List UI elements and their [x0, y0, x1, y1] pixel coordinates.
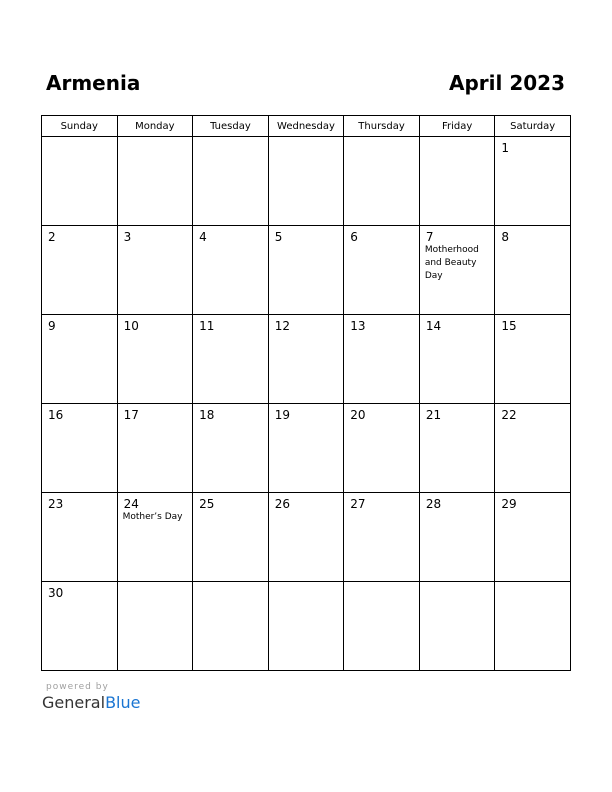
- week-row: [42, 315, 571, 404]
- day-cell: [193, 137, 269, 226]
- weekday-header: Saturday: [495, 116, 571, 137]
- day-number: [118, 137, 193, 141]
- day-number: 12: [274, 319, 290, 333]
- day-number: 20: [350, 408, 366, 422]
- day-number: [344, 137, 419, 141]
- day-number: 11: [199, 319, 215, 333]
- day-cell: [268, 493, 344, 582]
- holiday-label: Mother’s Day: [122, 512, 183, 522]
- day-number: 23: [48, 497, 64, 511]
- day-number: 30: [48, 586, 64, 600]
- powered-by-text: powered by: [46, 682, 109, 692]
- brand-logo: [42, 693, 140, 712]
- day-cell: [419, 493, 495, 582]
- calendar-grid: [41, 115, 571, 671]
- day-cell: [117, 493, 193, 582]
- day-number: 10: [123, 319, 139, 333]
- holiday-label: Motherhood and Beauty Day: [424, 245, 479, 281]
- week-row: [42, 137, 571, 226]
- country-title: Armenia: [46, 71, 141, 95]
- day-cell: [117, 137, 193, 226]
- day-cell: [495, 404, 571, 493]
- day-number: 15: [501, 319, 517, 333]
- day-cell: [344, 404, 420, 493]
- weekday-header: Friday: [419, 116, 495, 137]
- day-number: 28: [425, 497, 442, 511]
- day-number: 26: [274, 497, 290, 511]
- day-number: 29: [501, 497, 517, 511]
- day-number: [118, 582, 193, 586]
- day-cell: [42, 493, 118, 582]
- day-number: 19: [274, 408, 290, 422]
- day-cell: [344, 226, 420, 315]
- day-number: 14: [425, 319, 442, 333]
- day-cell: [42, 404, 118, 493]
- day-number: 25: [199, 497, 215, 511]
- day-number: [193, 582, 268, 586]
- day-number: [42, 137, 117, 141]
- weekday-header: Monday: [117, 116, 193, 137]
- day-number: 6: [350, 230, 358, 244]
- day-cell: [344, 315, 420, 404]
- day-cell: [193, 493, 269, 582]
- day-cell: [117, 315, 193, 404]
- weekday-header: Wednesday: [268, 116, 344, 137]
- day-cell: [268, 137, 344, 226]
- day-number: 8: [501, 230, 510, 244]
- day-cell: [268, 226, 344, 315]
- day-number: 2: [48, 230, 56, 244]
- day-number: 4: [199, 230, 207, 244]
- brand-general-text: General: [42, 693, 106, 712]
- day-cell: [117, 226, 193, 315]
- day-number: 22: [501, 408, 517, 422]
- day-cell: [344, 137, 420, 226]
- day-cell: [495, 493, 571, 582]
- day-number: 16: [48, 408, 64, 422]
- day-number: [344, 582, 419, 586]
- day-cell: [268, 582, 344, 671]
- day-cell: [419, 582, 495, 671]
- day-number: 5: [274, 230, 283, 244]
- day-cell: [495, 137, 571, 226]
- day-number: 27: [350, 497, 366, 511]
- brand-blue-text: Blue: [105, 693, 141, 712]
- weekday-header-row: [42, 116, 571, 137]
- day-cell: [193, 404, 269, 493]
- day-number: 13: [350, 319, 366, 333]
- day-number: 3: [123, 230, 132, 244]
- week-row: [42, 493, 571, 582]
- weekday-header: Sunday: [42, 116, 118, 137]
- day-number: 7: [425, 230, 434, 244]
- day-number: [495, 582, 570, 586]
- day-cell: [344, 582, 420, 671]
- day-cell: [42, 582, 118, 671]
- day-cell: [117, 582, 193, 671]
- calendar-body: [42, 137, 571, 671]
- day-cell: [42, 315, 118, 404]
- day-number: [193, 137, 268, 141]
- day-cell: [193, 315, 269, 404]
- day-cell: [193, 582, 269, 671]
- day-number: 18: [199, 408, 215, 422]
- day-cell: [42, 137, 118, 226]
- day-cell: [268, 404, 344, 493]
- day-cell: [344, 493, 420, 582]
- week-row: [42, 404, 571, 493]
- month-title: April 2023: [449, 71, 565, 95]
- weekday-header: Tuesday: [193, 116, 269, 137]
- day-number: [269, 582, 344, 586]
- day-number: 21: [425, 408, 442, 422]
- day-cell: [495, 582, 571, 671]
- week-row: [42, 582, 571, 671]
- day-cell: [117, 404, 193, 493]
- weekday-header: Thursday: [344, 116, 420, 137]
- day-number: [420, 582, 495, 586]
- day-cell: [268, 315, 344, 404]
- day-cell: [419, 226, 495, 315]
- day-number: [269, 137, 344, 141]
- day-cell: [42, 226, 118, 315]
- day-cell: [495, 315, 571, 404]
- day-number: 17: [123, 408, 139, 422]
- day-number: 24: [123, 497, 139, 511]
- day-cell: [495, 226, 571, 315]
- day-number: 9: [48, 319, 56, 333]
- day-cell: [419, 137, 495, 226]
- day-cell: [193, 226, 269, 315]
- day-number: 1: [501, 141, 510, 155]
- day-number: [420, 137, 495, 141]
- day-cell: [419, 404, 495, 493]
- day-cell: [419, 315, 495, 404]
- week-row: [42, 226, 571, 315]
